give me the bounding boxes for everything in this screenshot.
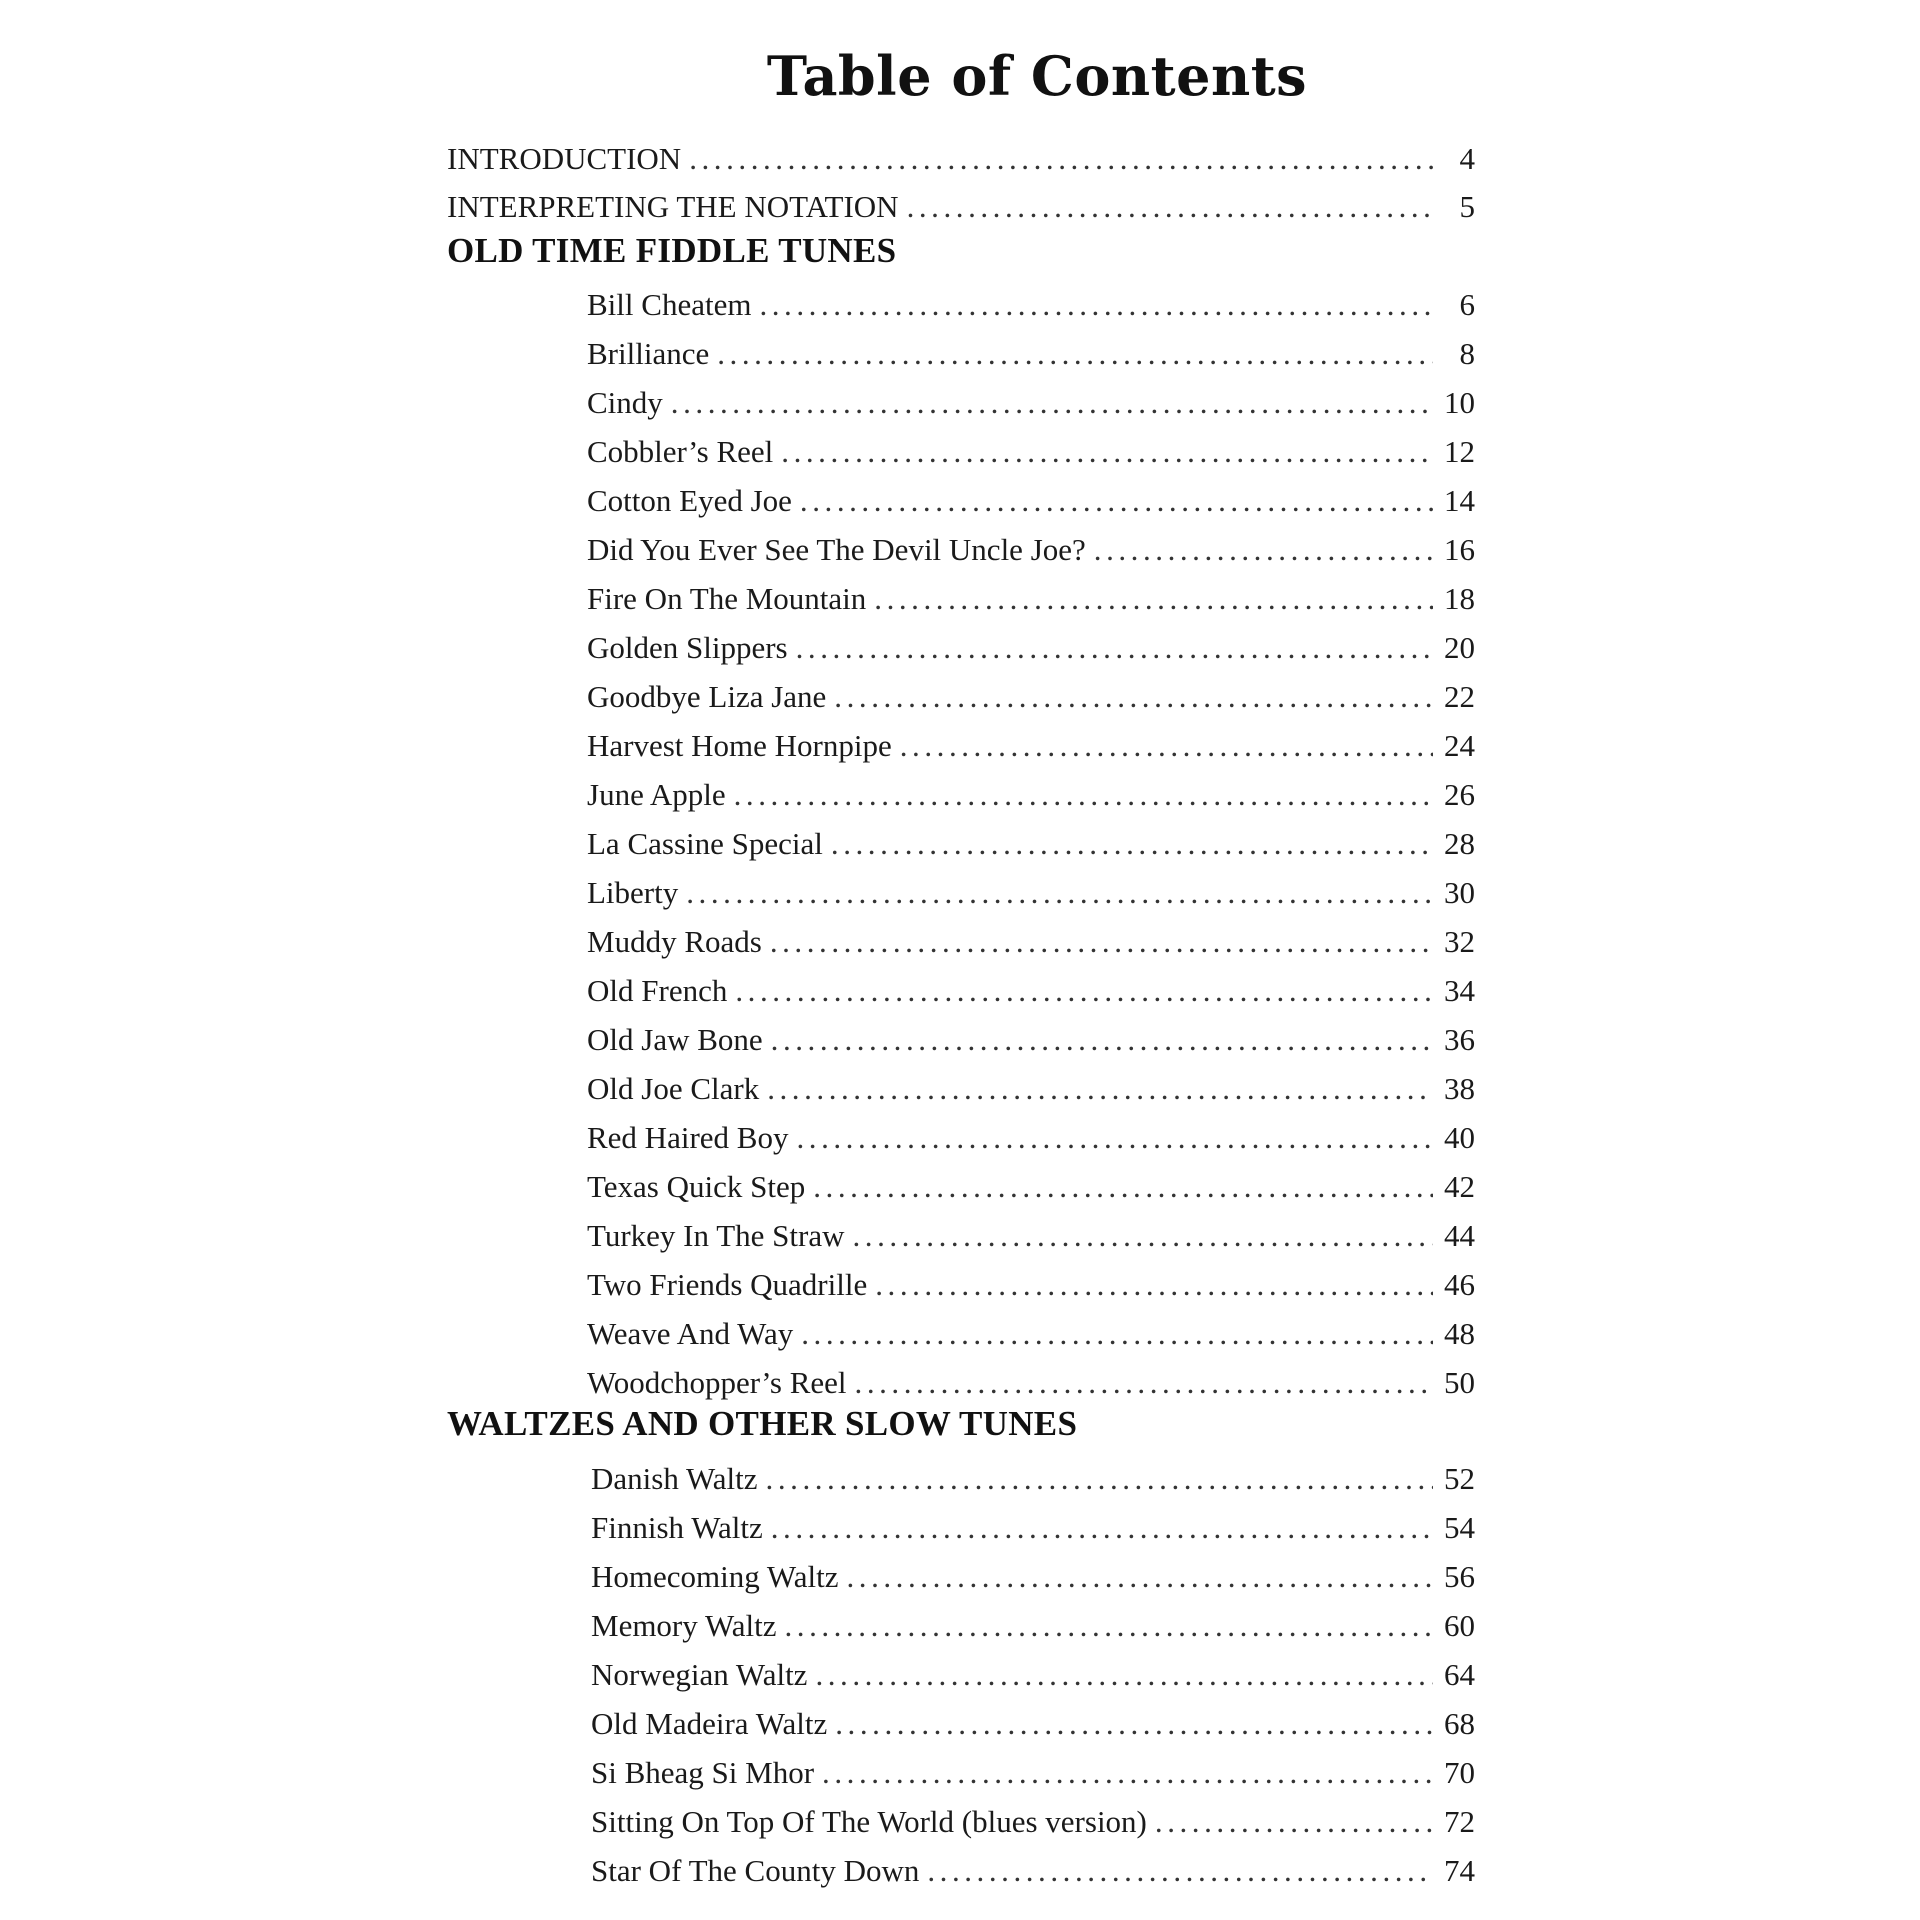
- toc-entry[interactable]: [587, 1265, 1475, 1305]
- toc-entry-label: Old French: [587, 973, 728, 1008]
- dot-leader: [767, 1069, 1433, 1109]
- dot-leader: [686, 873, 1433, 913]
- toc-entry-page: 40: [1444, 1120, 1475, 1155]
- dot-leader: [796, 1118, 1433, 1158]
- toc-entry-label: Brilliance: [587, 336, 710, 371]
- dot-leader: [759, 285, 1433, 325]
- toc-entry-label: La Cassine Special: [587, 826, 823, 861]
- toc-entry[interactable]: [591, 1753, 1475, 1793]
- toc-entry-label: Did You Ever See The Devil Uncle Joe?: [587, 532, 1086, 567]
- toc-entry-introduction[interactable]: [447, 139, 1475, 179]
- toc-entry-label: Old Jaw Bone: [587, 1022, 763, 1057]
- section-heading-waltzes-slow-tunes: WALTZES AND OTHER SLOW TUNES: [447, 1404, 1078, 1443]
- toc-entry-page: 5: [1459, 189, 1475, 224]
- toc-entry[interactable]: [587, 1216, 1475, 1256]
- dot-leader: [735, 971, 1433, 1011]
- dot-leader: [784, 1606, 1433, 1646]
- toc-entry[interactable]: [587, 383, 1475, 423]
- dot-leader: [766, 1459, 1433, 1499]
- toc-entry-label: June Apple: [587, 777, 726, 812]
- dot-leader: [801, 1314, 1433, 1354]
- toc-entry-page: 56: [1444, 1559, 1475, 1594]
- toc-entry-label: Two Friends Quadrille: [587, 1267, 868, 1302]
- toc-entry-page: 16: [1444, 532, 1475, 567]
- toc-entry-page: 32: [1444, 924, 1475, 959]
- toc-entry-label: Liberty: [587, 875, 679, 910]
- toc-entry-page: 70: [1444, 1755, 1475, 1790]
- toc-entry-label: INTRODUCTION: [447, 141, 682, 176]
- page-title-text: Table of Contents: [766, 44, 1308, 108]
- toc-entry-page: 68: [1444, 1706, 1475, 1741]
- toc-entry-page: 54: [1444, 1510, 1475, 1545]
- toc-entry-label: Finnish Waltz: [591, 1510, 763, 1545]
- toc-entry[interactable]: [587, 677, 1475, 717]
- toc-entry-label: Danish Waltz: [591, 1461, 758, 1496]
- toc-entry-page: 4: [1459, 141, 1475, 176]
- toc-entry-label: Woodchopper’s Reel: [587, 1365, 847, 1400]
- toc-entry[interactable]: [587, 873, 1475, 913]
- dot-leader: [781, 432, 1433, 472]
- toc-entry-label: Turkey In The Straw: [587, 1218, 845, 1253]
- toc-entry-page: 6: [1459, 287, 1475, 322]
- toc-entry-page: 28: [1444, 826, 1475, 861]
- toc-entry-label: Memory Waltz: [591, 1608, 777, 1643]
- toc-entry-label: Si Bheag Si Mhor: [591, 1755, 815, 1790]
- toc-entry-label: Cindy: [587, 385, 663, 420]
- toc-entry[interactable]: [587, 432, 1475, 472]
- dot-leader: [875, 1265, 1433, 1305]
- dot-leader: [771, 1020, 1433, 1060]
- toc-entry[interactable]: [587, 922, 1475, 962]
- toc-entry[interactable]: [591, 1704, 1475, 1744]
- dot-leader: [770, 922, 1433, 962]
- toc-entry-page: 52: [1444, 1461, 1475, 1496]
- toc-entry-label: Old Joe Clark: [587, 1071, 760, 1106]
- toc-entry-page: 18: [1444, 581, 1475, 616]
- dot-leader: [813, 1167, 1433, 1207]
- toc-entry[interactable]: [591, 1459, 1475, 1499]
- toc-entry-label: Texas Quick Step: [587, 1169, 806, 1204]
- dot-leader: [771, 1508, 1433, 1548]
- dot-leader: [1155, 1802, 1433, 1842]
- dot-leader: [835, 1704, 1433, 1744]
- toc-entry-page: 24: [1444, 728, 1475, 763]
- toc-entry-page: 26: [1444, 777, 1475, 812]
- toc-entry[interactable]: [587, 285, 1475, 325]
- toc-entry-page: 12: [1444, 434, 1475, 469]
- toc-entry[interactable]: [587, 579, 1475, 619]
- toc-entry[interactable]: [587, 530, 1475, 570]
- toc-entry-page: 8: [1459, 336, 1475, 371]
- toc-entry-label: Cotton Eyed Joe: [587, 483, 792, 518]
- toc-entry-page: 64: [1444, 1657, 1475, 1692]
- toc-entry-page: 34: [1444, 973, 1475, 1008]
- toc-entry[interactable]: [587, 775, 1475, 815]
- toc-entry-label: Goodbye Liza Jane: [587, 679, 827, 714]
- toc-entry-page: 14: [1444, 483, 1475, 518]
- toc-entry[interactable]: [587, 1167, 1475, 1207]
- toc-entry[interactable]: [587, 628, 1475, 668]
- toc-entry-label: Star Of The County Down: [591, 1853, 920, 1888]
- dot-leader: [822, 1753, 1433, 1793]
- section-heading-old-time-fiddle-tunes: OLD TIME FIDDLE TUNES: [447, 231, 897, 270]
- toc-entry-page: 60: [1444, 1608, 1475, 1643]
- toc-entry[interactable]: [587, 334, 1475, 374]
- dot-leader: [689, 139, 1433, 179]
- toc-entry[interactable]: [591, 1606, 1475, 1646]
- toc-entry[interactable]: [587, 824, 1475, 864]
- toc-entry-label: Norwegian Waltz: [591, 1657, 808, 1692]
- toc-entry[interactable]: [587, 1020, 1475, 1060]
- dot-leader: [834, 677, 1433, 717]
- toc-entry-interpreting-notation[interactable]: [447, 187, 1475, 227]
- toc-entry[interactable]: [591, 1508, 1475, 1548]
- toc-entry[interactable]: [591, 1655, 1475, 1695]
- toc-entry-label: Fire On The Mountain: [587, 581, 867, 616]
- dot-leader: [846, 1557, 1433, 1597]
- toc-entry[interactable]: [587, 1069, 1475, 1109]
- dot-leader: [717, 334, 1433, 374]
- toc-entry[interactable]: [591, 1557, 1475, 1597]
- toc-entry-page: 72: [1444, 1804, 1475, 1839]
- dot-leader: [900, 726, 1433, 766]
- toc-entry[interactable]: [591, 1851, 1475, 1891]
- toc-entry[interactable]: [587, 971, 1475, 1011]
- toc-entry-page: 30: [1444, 875, 1475, 910]
- toc-entry[interactable]: [587, 481, 1475, 521]
- dot-leader: [796, 628, 1433, 668]
- toc-entry-page: 22: [1444, 679, 1475, 714]
- toc-entry-label: Sitting On Top Of The World (blues version): [591, 1804, 1147, 1839]
- toc-entry-page: 20: [1444, 630, 1475, 665]
- toc-entry-label: Bill Cheatem: [587, 287, 752, 322]
- toc-entry-page: 50: [1444, 1365, 1475, 1400]
- dot-leader: [852, 1216, 1433, 1256]
- toc-entry-page: 38: [1444, 1071, 1475, 1106]
- toc-entry-label: Muddy Roads: [587, 924, 762, 959]
- dot-leader: [831, 824, 1433, 864]
- toc-entry[interactable]: [591, 1802, 1475, 1842]
- dot-leader: [815, 1655, 1433, 1695]
- dot-leader: [734, 775, 1433, 815]
- toc-entry-label: Cobbler’s Reel: [587, 434, 774, 469]
- dot-leader: [1094, 530, 1433, 570]
- dot-leader: [907, 187, 1433, 227]
- toc-entry-label: Harvest Home Hornpipe: [587, 728, 892, 763]
- toc-entry-label: INTERPRETING THE NOTATION: [447, 189, 899, 224]
- toc-entry-label: Old Madeira Waltz: [591, 1706, 828, 1741]
- page-title: [0, 44, 1920, 108]
- dot-leader: [874, 579, 1433, 619]
- toc-entry-page: 10: [1444, 385, 1475, 420]
- dot-leader: [671, 383, 1433, 423]
- toc-entry-label: Golden Slippers: [587, 630, 788, 665]
- toc-entry-page: 42: [1444, 1169, 1475, 1204]
- dot-leader: [927, 1851, 1433, 1891]
- toc-entry[interactable]: [587, 1118, 1475, 1158]
- toc-entry[interactable]: [587, 1314, 1475, 1354]
- toc-entry-page: 46: [1444, 1267, 1475, 1302]
- toc-entry-page: 44: [1444, 1218, 1475, 1253]
- dot-leader: [855, 1363, 1433, 1403]
- dot-leader: [800, 481, 1433, 521]
- toc-entry-page: 48: [1444, 1316, 1475, 1351]
- toc-entry[interactable]: [587, 726, 1475, 766]
- toc-entry-page: 74: [1444, 1853, 1475, 1888]
- toc-entry-label: Red Haired Boy: [587, 1120, 789, 1155]
- toc-entry-label: Homecoming Waltz: [591, 1559, 839, 1594]
- toc-entry[interactable]: [587, 1363, 1475, 1403]
- toc-entry-page: 36: [1444, 1022, 1475, 1057]
- toc-entry-label: Weave And Way: [587, 1316, 794, 1351]
